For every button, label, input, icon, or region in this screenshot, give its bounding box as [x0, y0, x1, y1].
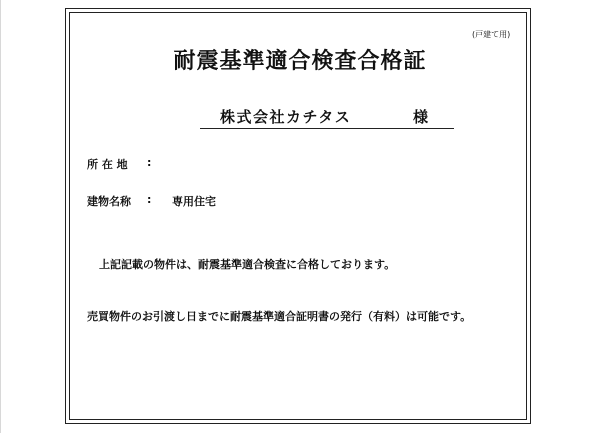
- location-label: 所 在 地: [87, 158, 128, 171]
- addressee-honorific: 様: [413, 108, 429, 126]
- addressee-name: 株式会社カチタス: [220, 108, 352, 126]
- usage-note: (戸建て用): [472, 30, 511, 39]
- certificate-issuance-note: 売買物件のお引渡し日までに耐震基準適合証明書の発行（有料）は可能です。: [87, 310, 472, 323]
- building-name-colon: :: [147, 193, 152, 206]
- addressee-line: [200, 106, 454, 129]
- inspection-statement: 上記記載の物件は、耐震基準適合検査に合格しております。: [99, 258, 396, 271]
- building-name-value: 専用住宅: [172, 195, 216, 208]
- certificate-title: 耐震基準適合検査合格証: [173, 49, 427, 74]
- building-name-label: 建物名称: [87, 195, 131, 208]
- location-colon: :: [147, 156, 152, 169]
- left-edge-line: [0, 0, 1, 433]
